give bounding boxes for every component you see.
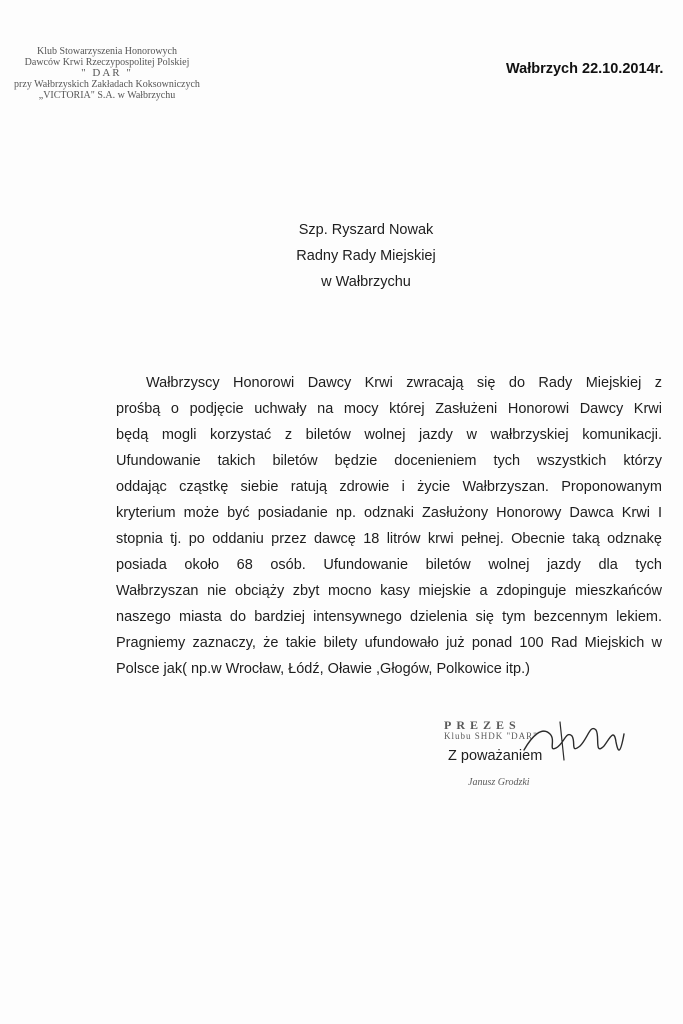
body-line: stopnia tj. po oddaniu przez dawcę 18 litrów krwi pełnej. Obecnie taką odznakę <box>116 531 662 547</box>
prezes-stamp-name: Janusz Grodzki <box>468 777 530 788</box>
letter-body <box>116 370 662 682</box>
club-stamp <box>4 46 210 101</box>
body-line: prośbą o podjęcie uchwały na mocy której Zasłużeni Honorowi Dawcy Krwi <box>116 401 662 417</box>
body-line: będą mogli korzystać z biletów wolnej jazdy w wałbrzyskiej komunikacji. <box>116 427 662 443</box>
body-line: Ufundowanie takich biletów będzie docenieniem tych wszystkich którzy <box>116 453 662 469</box>
addressee-line: Radny Rady Miejskiej <box>296 248 436 264</box>
body-line: Polsce jak( np.w Wrocław, Łódź, Oławie ,Głogów, Polkowice itp.) <box>116 661 530 677</box>
body-line: posiada około 68 osób. Ufundowanie biletów wolnej jazdy dla tych <box>116 557 662 573</box>
addressee-line: w Wałbrzychu <box>321 274 411 290</box>
body-line: Wałbrzyszan nie obciąży zbyt mocno kasy miejskie a zdopinguje mieszkańców <box>116 583 662 599</box>
body-line: kryterium może być posiadanie np. odznaki Zasłużony Honorowy Dawca Krwi I <box>116 505 662 521</box>
addressee-block <box>246 217 486 295</box>
prezes-stamp-title: PREZES <box>444 718 521 732</box>
prezes-stamp-club: Klubu SHDK "DAR" <box>444 731 538 741</box>
body-line: naszego miasta do bardziej intensywnego dzielenia się tym bezcennym lekiem. <box>116 609 662 625</box>
club-stamp-line: Dawców Krwi Rzeczypospolitej Polskiej <box>24 57 190 68</box>
closing-phrase: Z poważaniem <box>448 748 543 764</box>
letter-date: Wałbrzych 22.10.2014r. <box>506 61 664 77</box>
body-line: Pragniemy zaznaczy, że takie bilety ufundowało już ponad 100 Rad Miejskich w <box>116 635 662 651</box>
club-stamp-line: Klub Stowarzyszenia Honorowych <box>37 46 177 57</box>
club-stamp-line: przy Wałbrzyskich Zakładach Koksowniczych <box>14 79 200 90</box>
club-stamp-line: „VICTORIA" S.A. w Wałbrzychu <box>38 90 176 101</box>
addressee-line: Szp. Ryszard Nowak <box>298 222 434 238</box>
club-stamp-line: " DAR " <box>81 67 133 79</box>
body-line: Wałbrzyscy Honorowi Dawcy Krwi zwracają się do Rady Miejskiej z <box>146 375 662 391</box>
handwritten-signature <box>520 716 630 768</box>
body-line: oddając cząstkę siebie ratują zdrowie i życie Wałbrzyszan. Proponowanym <box>116 479 662 495</box>
